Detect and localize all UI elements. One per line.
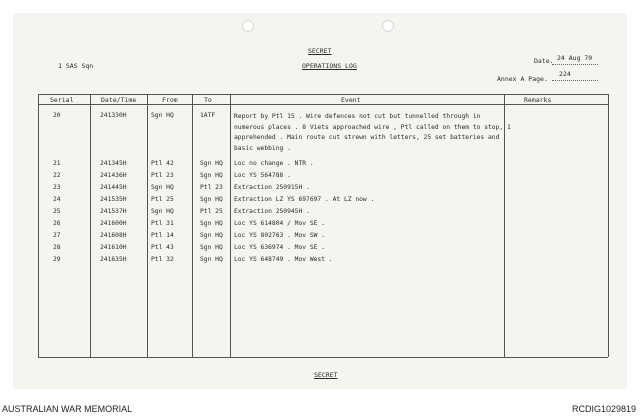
cell-to: Sgn HQ — [200, 232, 223, 239]
header-serial: Serial — [50, 96, 74, 104]
header-from: From — [162, 96, 178, 104]
cell-datetime: 241635H — [100, 256, 127, 263]
archive-footer — [0, 396, 640, 416]
annex-label: Annex A Page. — [497, 75, 548, 83]
cell-serial: 26 — [53, 220, 61, 227]
cell-from: Ptl 32 — [151, 256, 174, 263]
cell-serial: 28 — [53, 244, 61, 251]
annex-underline — [552, 80, 598, 81]
cell-to: Sgn HQ — [200, 160, 223, 167]
cell-to: 1ATF — [200, 112, 216, 119]
cell-datetime: 241436H — [100, 172, 127, 179]
cell-event: Loc YS 614804 / Mov SE . — [234, 220, 325, 227]
cell-event: Loc YS 636974 . Mov SE . — [234, 244, 325, 251]
cell-event: Report by Ptl 15 . Wire defences not cut but tunnelled through in numerous places . 8 Viets approached wire , Ptl called on them to stop, 1 apprehended . Main route cut strewn with letters, 25 set batteries and basic webbing . — [234, 113, 511, 152]
cell-event: Loc no change . NTR . — [234, 160, 314, 167]
classification-bottom: SECRET — [314, 371, 338, 379]
cell-from: Ptl 42 — [151, 160, 174, 167]
cell-serial: 27 — [53, 232, 61, 239]
table-row — [14, 232, 626, 242]
cell-to: Ptl 25 — [200, 208, 223, 215]
table-row — [14, 196, 626, 206]
cell-from: Ptl 14 — [151, 232, 174, 239]
cell-from: Ptl 31 — [151, 220, 174, 227]
cell-datetime: 241330H — [100, 112, 127, 119]
annex-value: 224 — [559, 70, 571, 78]
table-row — [14, 172, 626, 182]
cell-from: Ptl 25 — [151, 196, 174, 203]
cell-to: Sgn HQ — [200, 220, 223, 227]
cell-serial: 22 — [53, 172, 61, 179]
cell-serial: 23 — [53, 184, 61, 191]
table-bottom-border — [38, 357, 608, 358]
cell-datetime: 241445H — [100, 184, 127, 191]
archive-name: AUSTRALIAN WAR MEMORIAL — [2, 404, 133, 414]
punch-hole-right-icon — [382, 20, 394, 32]
archive-id: RCDIG1029819 — [571, 404, 636, 414]
punch-hole-left-icon — [242, 20, 254, 32]
table-row — [14, 112, 626, 152]
cell-event: Loc YS 802763 . Mov SW . — [234, 232, 325, 239]
cell-to: Sgn HQ — [200, 256, 223, 263]
cell-to: Sgn HQ — [200, 244, 223, 251]
cell-from: Sgn HQ — [151, 208, 174, 215]
table-header-border — [38, 104, 608, 105]
cell-event: Loc YS 648749 . Mov West . — [234, 256, 333, 263]
date-label: Date. — [534, 57, 554, 65]
cell-from: Sgn HQ — [151, 112, 174, 119]
cell-from: Sgn HQ — [151, 184, 174, 191]
cell-to: Sgn HQ — [200, 196, 223, 203]
cell-datetime: 241600H — [100, 220, 127, 227]
cell-serial: 20 — [53, 112, 61, 119]
header-to: To — [204, 96, 212, 104]
table-row — [14, 208, 626, 218]
header-event: Event — [341, 96, 361, 104]
cell-event: Extraction 250915H . — [234, 184, 310, 191]
cell-serial: 24 — [53, 196, 61, 203]
cell-datetime: 241537H — [100, 208, 127, 215]
date-value: 24 Aug 70 — [557, 54, 593, 62]
table-row — [14, 160, 626, 170]
unit-label: 1 SAS Sqn — [58, 62, 94, 70]
cell-event: Extraction LZ YS 697697 . At LZ now . — [234, 196, 375, 203]
table-row — [14, 220, 626, 230]
classification-top: SECRET — [308, 47, 332, 55]
cell-serial: 25 — [53, 208, 61, 215]
table-row — [14, 256, 626, 266]
cell-datetime: 241608H — [100, 232, 127, 239]
cell-from: Ptl 23 — [151, 172, 174, 179]
table-top-border — [38, 94, 608, 95]
document-title: OPERATIONS LOG — [302, 62, 357, 70]
cell-datetime: 241345H — [100, 160, 127, 167]
table-row — [14, 244, 626, 254]
cell-to: Sgn HQ — [200, 172, 223, 179]
cell-serial: 21 — [53, 160, 61, 167]
header-datetime: Date/Time — [101, 96, 137, 104]
cell-datetime: 241535H — [100, 196, 127, 203]
header-remarks: Remarks — [524, 96, 552, 104]
table-row — [14, 184, 626, 194]
cell-event: Loc YS 564788 . — [234, 172, 291, 179]
cell-serial: 29 — [53, 256, 61, 263]
date-underline — [552, 64, 598, 65]
document-sheet — [14, 14, 626, 388]
cell-datetime: 241610H — [100, 244, 127, 251]
cell-event: Extraction 250945H . — [234, 208, 310, 215]
cell-from: Ptl 43 — [151, 244, 174, 251]
cell-to: Ptl 23 — [200, 184, 223, 191]
